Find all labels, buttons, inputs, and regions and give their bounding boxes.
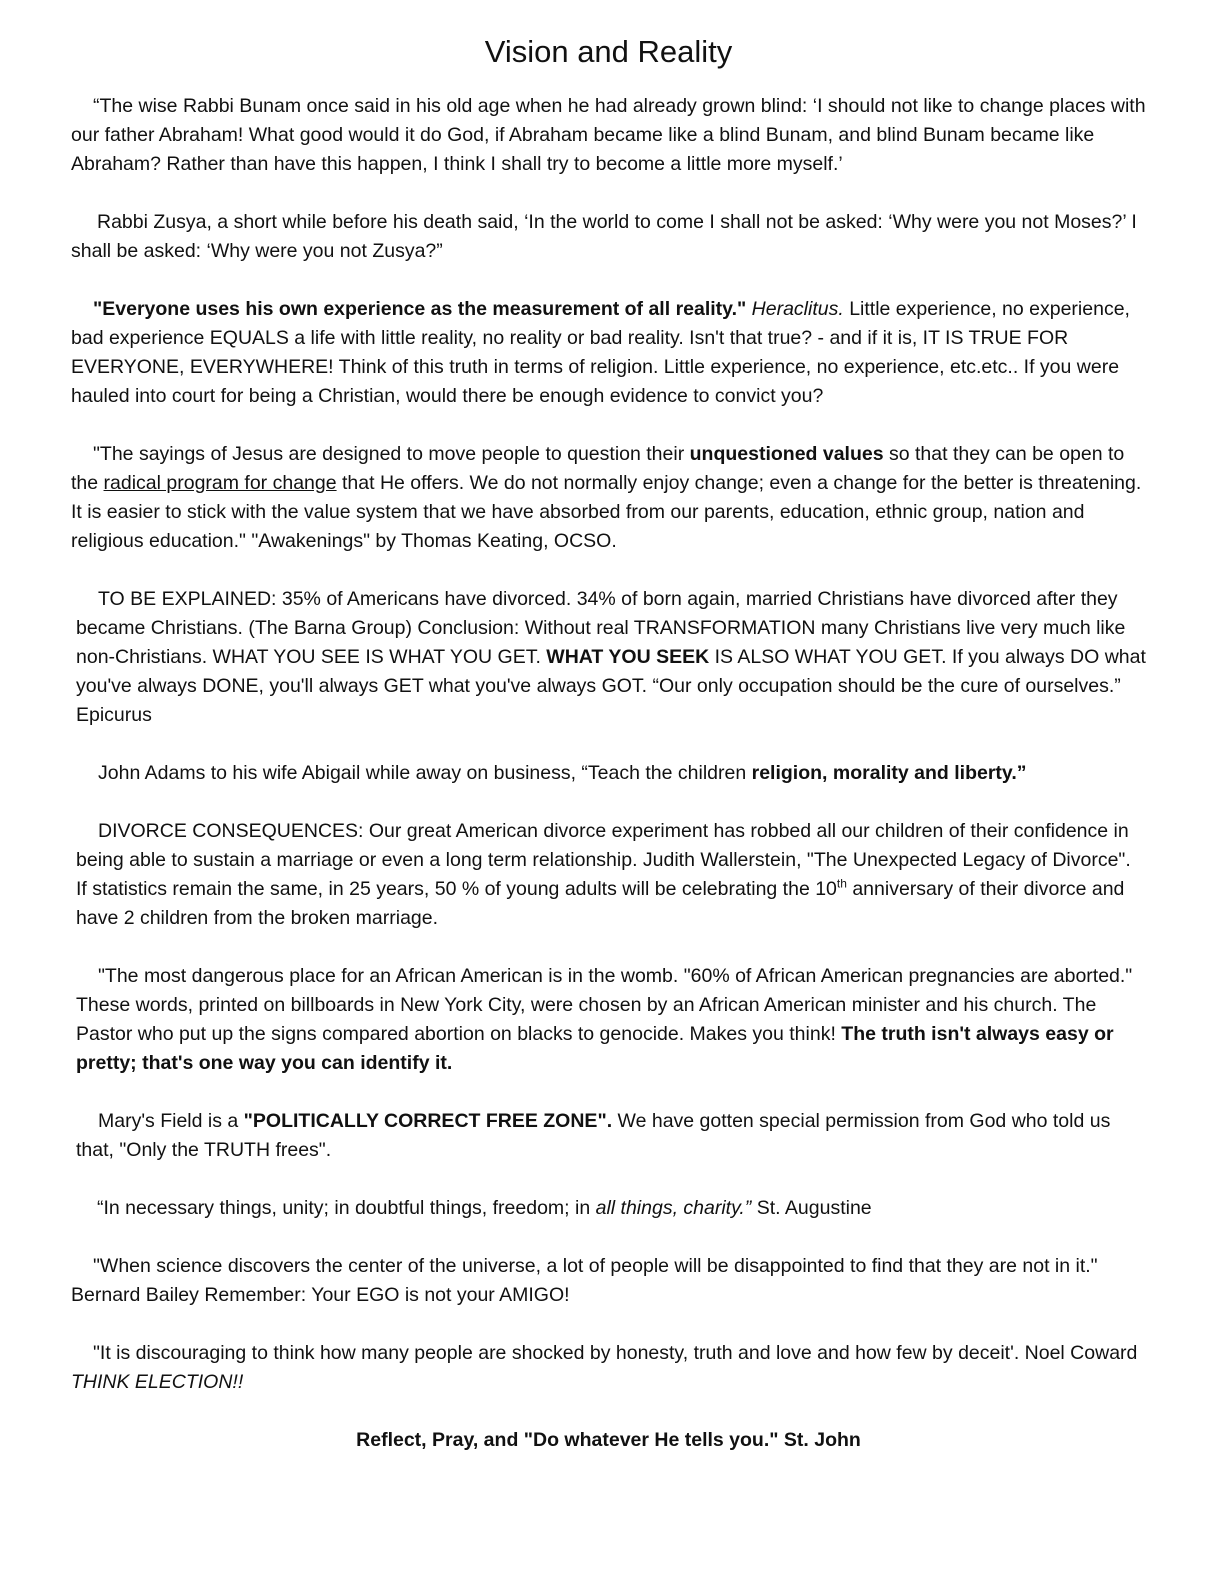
politically-correct-free-zone: "POLITICALLY CORRECT FREE ZONE". [243, 1110, 613, 1132]
page-title: Vision and Reality [484, 34, 733, 69]
paragraph-to-be-explained [71, 585, 1146, 730]
heraclitus-text: Little experience, no experience, bad experience EQUALS a life with little reality, no reality or bad reality. Isn't that true? - and if it is, IT IS TRUE FOR EVERYONE, EVERYWHERE! Think of this truth in terms of religion. Little experience, no experience, etc.etc.. If you were hauled into court for being a Christian, would there be enough evidence to convict you? [71, 298, 1130, 407]
heraclitus-author: Heraclitus. [751, 298, 844, 320]
marys-text-1: Mary's Field is a [98, 1110, 244, 1132]
augustine-text-2: St. Augustine [751, 1197, 872, 1219]
jesus-text-3: that He offers. We do not normally enjoy change; even a change for the better is threatening. It is easier to stick with the value system that we have absorbed from our parents, education, ethnic group, nation and religious education." "Awakenings" by Thomas Keating, OCSO. [71, 472, 1142, 552]
paragraph-john-adams [71, 759, 1146, 788]
paragraph-bernard-bailey: "When science discovers the center of the universe, a lot of people will be disappointed to find that they are not in it." Bernard Bailey Remember: Your EGO is not your AMIGO! [71, 1255, 1098, 1306]
paragraph-heraclitus [71, 295, 1146, 411]
augustine-text-1: “In necessary things, unity; in doubtful things, freedom; in [97, 1197, 596, 1219]
explained-text-1: TO BE EXPLAINED: 35% of Americans have divorced. 34% of born again, married Christians have divorced after they became Christians. (The Barna Group) Conclusion: Without real TRANSFORMATION many Christians live very much like non-Christians. WHAT YOU SEE IS WHAT YOU GET. [76, 588, 1126, 668]
paragraph-sayings-of-jesus [71, 440, 1146, 556]
jesus-text-2: so that they can be open to the [71, 443, 1125, 494]
explained-text-2: IS ALSO WHAT YOU GET. If you always DO what you've always DONE, you'll always GET what you've always GOT. “Our only occupation should be the cure of ourselves.” Epicurus [76, 646, 1146, 726]
paragraph-rabbi-bunam: “The wise Rabbi Bunam once said in his old age when he had already grown blind: ‘I should not like to change places with our father Abraham! What good would it do God, if Abraham became like a blind Bunam, and blind Bunam became like Abraham? Rather than have this happen, I think I shall try to become a little more myself.’ [71, 95, 1146, 175]
paragraph-dangerous-place [71, 962, 1146, 1078]
coward-text: "It is discouraging to think how many people are shocked by honesty, truth and love and how few by deceit'. Noel Coward [93, 1342, 1138, 1364]
adams-text: John Adams to his wife Abigail while away on business, “Teach the children [98, 762, 752, 784]
think-election: THINK ELECTION!! [71, 1371, 244, 1393]
divorce-text-2: anniversary of their divorce and have 2 children from the broken marriage. [76, 878, 1125, 929]
paragraph-divorce-consequences [71, 817, 1146, 933]
all-things-charity: all things, charity.” [595, 1197, 752, 1219]
what-you-seek: WHAT YOU SEEK [546, 646, 710, 668]
jesus-text-1: "The sayings of Jesus are designed to move people to question their [93, 443, 690, 465]
adams-bold: religion, morality and liberty.” [751, 762, 1027, 784]
dangerous-text: "The most dangerous place for an African American is in the womb. "60% of African American pregnancies are aborted." These words, printed on billboards in New York City, were chosen by an African American minister and his church. The Pastor who put up the signs compared abortion on blacks to genocide. Makes you think! [76, 965, 1133, 1045]
unquestioned-values: unquestioned values [689, 443, 884, 465]
heraclitus-quote: "Everyone uses his own experience as the measurement of all reality." [93, 298, 747, 320]
truth-isnt-easy: The truth isn't always easy or pretty; that's one way you can identify it. [76, 1023, 1114, 1074]
radical-program-for-change: radical program for change [103, 472, 337, 494]
divorce-text-1: DIVORCE CONSEQUENCES: Our great American divorce experiment has robbed all our children of their confidence in being able to sustain a marriage or even a long term relationship. Judith Wallerstein, "The Unexpected Legacy of Divorce". If statistics remain the same, in 25 years, 50 % of young adults will be celebrating the 10 [76, 820, 1131, 900]
paragraph-marys-field [71, 1107, 1146, 1165]
marys-text-2: We have gotten special permission from God who told us that, "Only the TRUTH frees". [76, 1110, 1111, 1161]
paragraph-st-augustine [71, 1194, 1146, 1223]
superscript-th: th [836, 876, 847, 891]
paragraph-noel-coward [71, 1339, 1146, 1397]
closing-line: Reflect, Pray, and "Do whatever He tells you." St. John [356, 1429, 861, 1451]
paragraph-rabbi-zusya: Rabbi Zusya, a short while before his death said, ‘In the world to come I shall not be asked: ‘Why were you not Moses?’ I shall be asked: ‘Why were you not Zusya?” [71, 211, 1137, 262]
